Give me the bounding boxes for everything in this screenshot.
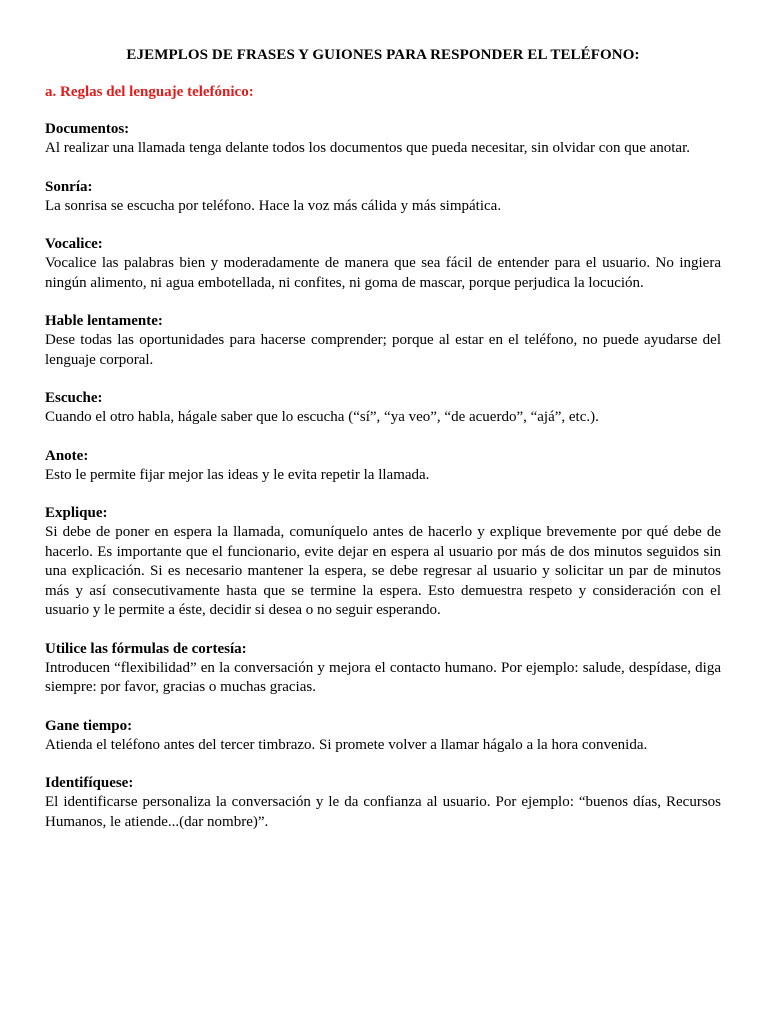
rule-body: Introducen “flexibilidad” en la conversación y mejora el contacto humano. Por ejemplo: salude, despídase, diga siempre: por favor, gracias o muchas gracias. bbox=[45, 659, 721, 695]
rule-heading: Identifíquese: bbox=[45, 775, 134, 791]
rule-body: La sonrisa se escucha por teléfono. Hace la voz más cálida y más simpática. bbox=[45, 197, 502, 214]
rule-vocalice bbox=[45, 235, 721, 293]
rule-body: Cuando el otro habla, hágale saber que lo escucha (“sí”, “ya veo”, “de acuerdo”, “ajá”, etc.). bbox=[45, 409, 599, 425]
rule-escuche bbox=[45, 389, 721, 428]
rule-body: Atienda el teléfono antes del tercer timbrazo. Si promete volver a llamar hágalo a la hora convenida. bbox=[45, 736, 648, 753]
rule-body: Esto le permite fijar mejor las ideas y le evita repetir la llamada. bbox=[45, 466, 430, 483]
rule-body: Vocalice las palabras bien y moderadamente de manera que sea fácil de entender para el usuario. No ingiera ningún alimento, ni agua embotellada, ni confites, ni goma de mascar, porque perjudica la locución. bbox=[45, 255, 721, 291]
rule-body: El identificarse personaliza la conversación y le da confianza al usuario. Por ejemplo: “buenos días, Recursos Humanos, le atiende...(dar nombre)”. bbox=[45, 794, 721, 830]
rule-formulas-cortesia bbox=[45, 640, 721, 698]
rule-body: Dese todas las oportunidades para hacerse comprender; porque al estar en el teléfono, no puede ayudarse del lenguaje corporal. bbox=[45, 332, 721, 368]
rule-heading: Vocalice: bbox=[45, 236, 103, 252]
rule-hable-lentamente bbox=[45, 312, 721, 370]
rule-gane-tiempo bbox=[45, 717, 721, 756]
rule-heading: Sonría: bbox=[45, 178, 93, 195]
rule-heading: Documentos: bbox=[45, 121, 130, 137]
rule-body: Al realizar una llamada tenga delante todos los documentos que pueda necesitar, sin olvidar con que anotar. bbox=[45, 140, 691, 156]
rule-identifiquese bbox=[45, 774, 721, 832]
rule-documentos bbox=[45, 120, 721, 159]
rule-heading: Utilice las fórmulas de cortesía: bbox=[45, 640, 247, 657]
rule-body: Si debe de poner en espera la llamada, comuníquelo antes de hacerlo y explique brevemente por qué debe de hacerlo. Es importante que el funcionario, evite dejar en espera al usuario por más de dos minutos seguidos sin una explicación. Si es necesario mantener la espera, se debe regresar al usuario y solicitar un par de minutos más y así consecutivamente hasta que se termine la espera. Esto demuestra respeto y consideración con el usuario y le permite a éste, decidir si desea o no seguir esperando. bbox=[45, 524, 721, 618]
rule-explique bbox=[45, 504, 721, 621]
rule-heading: Escuche: bbox=[45, 390, 103, 406]
rule-heading: Anote: bbox=[45, 447, 89, 464]
rule-heading: Hable lentamente: bbox=[45, 313, 163, 329]
rule-heading: Gane tiempo: bbox=[45, 717, 133, 734]
rule-heading: Explique: bbox=[45, 505, 108, 521]
rule-anote bbox=[45, 447, 721, 486]
rule-sonria bbox=[45, 178, 721, 217]
document-title: EJEMPLOS DE FRASES Y GUIONES PARA RESPONDER EL TELÉFONO: bbox=[126, 47, 640, 63]
section-title: a. Reglas del lenguaje telefónico: bbox=[45, 84, 254, 100]
